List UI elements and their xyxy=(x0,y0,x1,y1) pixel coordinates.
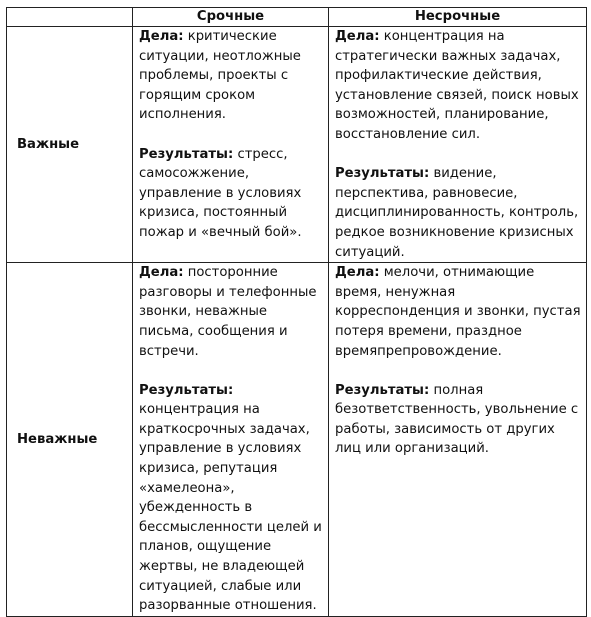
cell-unimportant-nonurgent xyxy=(329,263,587,617)
results-text: полная безответственность, увольнение с работы, зависимость от других лиц или организаций. xyxy=(335,382,579,457)
row-unimportant xyxy=(7,263,587,617)
tasks-paragraph xyxy=(139,263,325,361)
paragraph-gap xyxy=(335,145,583,165)
results-text: видение, перспектива, равновесие, дисциплинированность, контроль, редкое возникновение кризисных ситуаций. xyxy=(335,166,579,260)
corner-cell xyxy=(7,8,133,27)
cell-important-nonurgent xyxy=(329,27,587,263)
results-paragraph xyxy=(139,145,325,243)
results-paragraph xyxy=(139,381,325,616)
paragraph-gap xyxy=(139,361,325,381)
results-text: концентрация на краткосрочных задачах, управление в условиях кризиса, репутация «хамелеона», убежденность в бессмысленности целей и планов, ощущение жертвы, не владеющей ситуацией, слабые или разорванные отношения. xyxy=(139,402,322,614)
tasks-text: мелочи, отнимающие время, ненужная корреспонденция и звонки, пустая потеря времени, праздное времяпрепровождение. xyxy=(335,265,581,359)
results-label: Результаты: xyxy=(139,382,234,398)
tasks-text: посторонние разговоры и телефонные звонки, неважные письма, сообщения и встречи. xyxy=(139,265,317,359)
cell-important-urgent xyxy=(133,27,329,263)
tasks-label: Дела: xyxy=(139,265,184,281)
results-paragraph xyxy=(335,164,583,262)
tasks-paragraph xyxy=(139,27,325,125)
tasks-paragraph xyxy=(335,263,583,361)
results-text: стресс, самосожжение, управление в условиях кризиса, постоянный пожар и «вечный бой». xyxy=(139,146,302,240)
row-label-important: Важные xyxy=(7,27,133,263)
results-label: Результаты: xyxy=(335,382,430,398)
tasks-label: Дела: xyxy=(139,29,184,44)
tasks-label: Дела: xyxy=(335,29,380,44)
results-label: Результаты: xyxy=(335,166,430,182)
header-urgent: Срочные xyxy=(133,8,329,27)
tasks-paragraph xyxy=(335,27,583,145)
tasks-label: Дела: xyxy=(335,265,380,281)
row-label-unimportant: Неважные xyxy=(7,263,133,617)
results-paragraph xyxy=(335,381,583,459)
tasks-text: концентрация на стратегически важных задачах, профилактические действия, установление связей, поиск новых возможностей, планирование, восстановление сил. xyxy=(335,29,579,142)
results-label: Результаты: xyxy=(139,146,234,162)
cell-unimportant-urgent xyxy=(133,263,329,617)
header-nonurgent: Несрочные xyxy=(329,8,587,27)
priority-matrix-table xyxy=(6,7,587,617)
paragraph-gap xyxy=(139,125,325,145)
row-important xyxy=(7,27,587,263)
paragraph-gap xyxy=(335,361,583,381)
tasks-text: критические ситуации, неотложные проблемы, проекты с горящим сроком исполнения. xyxy=(139,29,301,123)
header-row xyxy=(7,8,587,27)
